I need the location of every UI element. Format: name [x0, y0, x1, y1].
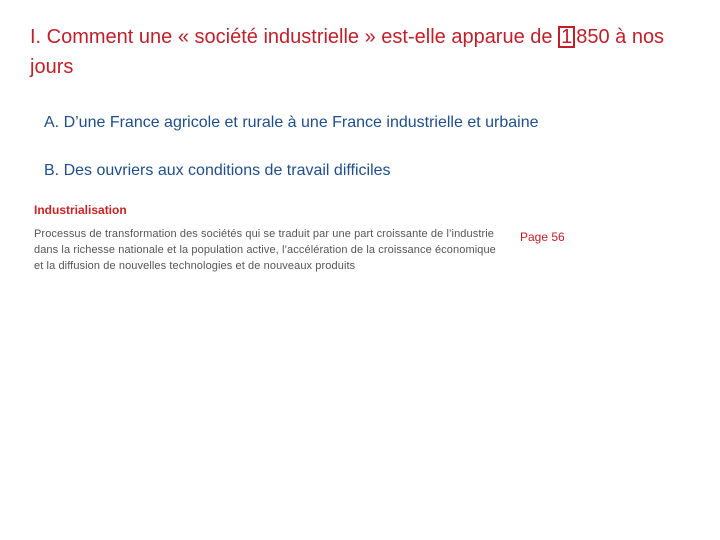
title-suffix: à nos jours: [30, 26, 665, 78]
year-rest: 850: [576, 26, 610, 48]
page-reference: Page 56: [520, 230, 565, 244]
definition-text: Processus de transformation des sociétés qui se traduit par une part croissante de l’industrie dans la richesse nationale et la population active, l’accélération de la croissance économique et la diffusion de nouvelles technologies et de nouveaux produits: [34, 228, 496, 272]
slide-title: [30, 22, 700, 82]
section-a-heading: A. D’une France agricole et rurale à une France industrielle et urbaine: [44, 114, 539, 131]
title-year: [558, 26, 610, 48]
title-prefix: I. Comment une « société industrielle » est-elle apparue de: [30, 26, 559, 48]
section-b-heading: B. Des ouvriers aux conditions de travail difficiles: [44, 162, 391, 179]
definition-term: Industrialisation: [34, 203, 127, 217]
year-boxed-digit: 1: [558, 26, 575, 48]
